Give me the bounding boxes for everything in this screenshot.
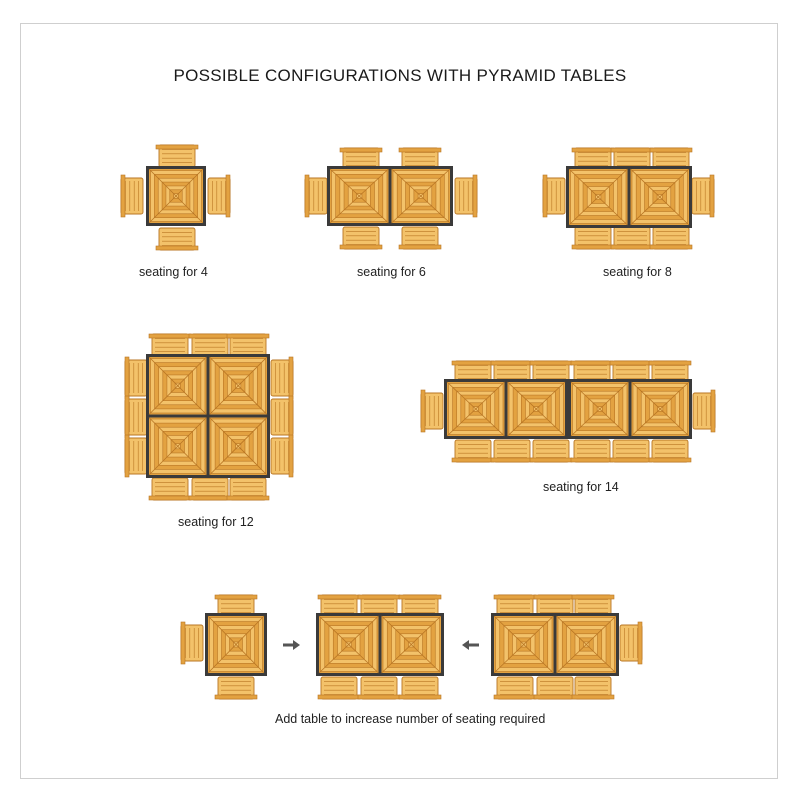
- caption-seating-6: seating for 6: [357, 265, 426, 279]
- chair: [125, 435, 147, 477]
- chair: [156, 228, 198, 250]
- table-add-middle: [316, 613, 444, 676]
- chair: [189, 478, 231, 500]
- chair: [227, 334, 269, 356]
- table-add-right: [491, 613, 619, 676]
- chair: [227, 478, 269, 500]
- chair: [693, 390, 715, 432]
- table-config-6: [327, 166, 453, 226]
- chair: [572, 677, 614, 699]
- chair: [271, 435, 293, 477]
- chair: [543, 175, 565, 217]
- chair: [215, 677, 257, 699]
- chair: [611, 227, 653, 249]
- chair: [181, 622, 203, 664]
- chair: [149, 334, 191, 356]
- table-config-4: [146, 166, 206, 226]
- chair: [125, 357, 147, 399]
- caption-seating-4: seating for 4: [139, 265, 208, 279]
- arrow-right-icon: [283, 640, 300, 650]
- chair: [208, 175, 230, 217]
- chair: [340, 227, 382, 249]
- table-config-12: [146, 354, 270, 478]
- chair: [399, 227, 441, 249]
- chair: [572, 227, 614, 249]
- chair: [571, 440, 613, 462]
- caption-seating-14: seating for 14: [543, 480, 619, 494]
- chair: [121, 175, 143, 217]
- table-config-8: [566, 166, 692, 228]
- table-config-14: [444, 379, 568, 439]
- caption-seating-8: seating for 8: [603, 265, 672, 279]
- chair: [156, 145, 198, 167]
- chair: [399, 677, 441, 699]
- chair: [452, 440, 494, 462]
- chair: [534, 677, 576, 699]
- chair: [271, 396, 293, 438]
- chair: [271, 357, 293, 399]
- chair: [358, 677, 400, 699]
- chair: [421, 390, 443, 432]
- chair: [610, 440, 652, 462]
- page-title: POSSIBLE CONFIGURATIONS WITH PYRAMID TABLES: [173, 66, 627, 85]
- caption-add-table: Add table to increase number of seating required: [275, 712, 546, 726]
- chair: [530, 440, 572, 462]
- chair: [620, 622, 642, 664]
- chair: [305, 175, 327, 217]
- chair: [125, 396, 147, 438]
- table-add-single: [205, 613, 267, 676]
- caption-seating-12: seating for 12: [178, 515, 254, 529]
- chair: [149, 478, 191, 500]
- table-config-14b: [568, 379, 692, 439]
- chair: [491, 440, 533, 462]
- chair: [318, 677, 360, 699]
- chair: [650, 227, 692, 249]
- chair: [494, 677, 536, 699]
- chair: [649, 440, 691, 462]
- chair: [692, 175, 714, 217]
- chair: [455, 175, 477, 217]
- arrow-left-icon: [462, 640, 479, 650]
- chair: [189, 334, 231, 356]
